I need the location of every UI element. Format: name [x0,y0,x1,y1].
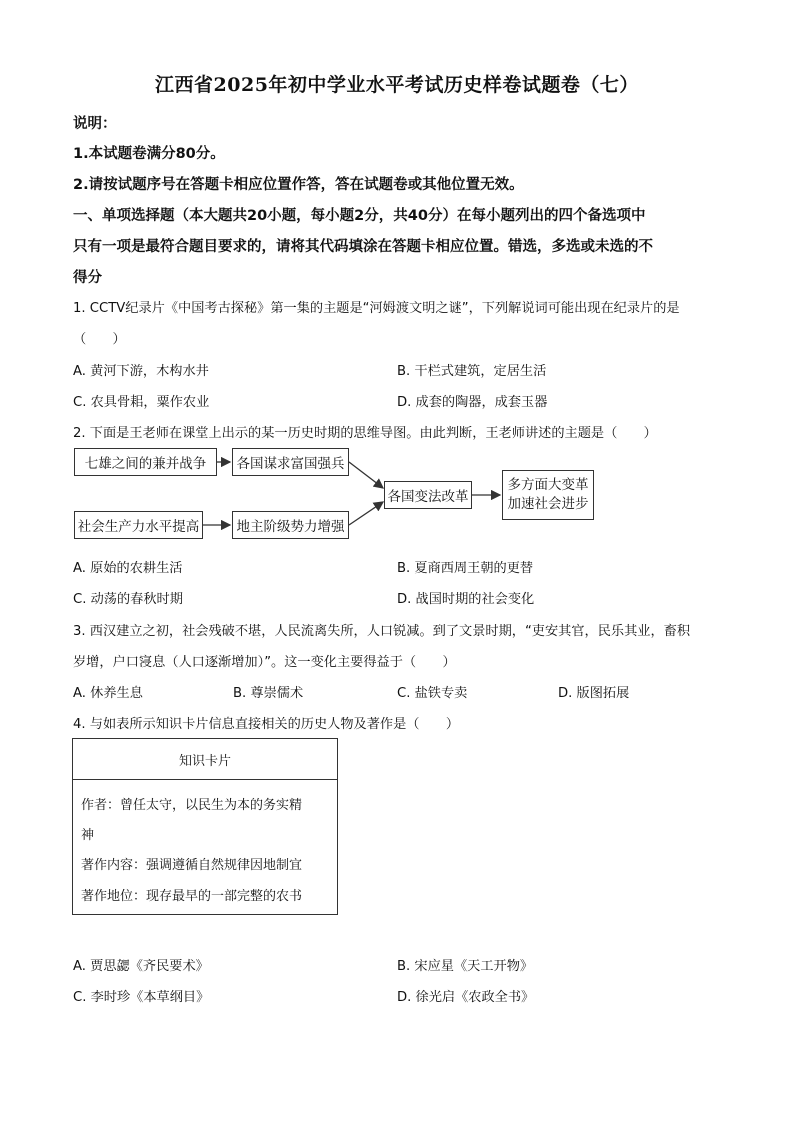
question-3-stem-cont: 岁增，户口寖息（人口逐渐增加）”。这一变化主要得益于（ ） [73,655,456,670]
diagram-box-progress-line1: 多方面大变革 [507,477,589,493]
question-1-stem-cont: （ ） [73,332,126,347]
q3-option-d[interactable]: D. 版图拓展 [558,686,630,701]
section-heading-line: 只有一项是最符合题目要求的，请将其代码填涂在答题卡相应位置。错选，多选或未选的不 [73,239,653,255]
q3-option-a[interactable]: A. 休养生息 [73,686,143,701]
diagram-box-wars: 七雄之间的兼并战争 [74,448,217,476]
q1-option-a[interactable]: A. 黄河下游，木构水井 [73,364,209,379]
diagram-box-progress-line2: 加速社会进步 [507,496,589,512]
q2-option-b[interactable]: B. 夏商西周王朝的更替 [397,561,534,576]
instructions-label: 说明： [73,116,117,132]
q2-option-c[interactable]: C. 动荡的春秋时期 [73,592,183,607]
diagram-box-reform: 各国变法改革 [384,481,472,509]
q4-option-a[interactable]: A. 贾思勰《齐民要术》 [73,959,209,974]
instruction-item: 2.请按试题序号在答题卡相应位置作答，答在试题卷或其他位置无效。 [73,177,524,193]
q4-option-d[interactable]: D. 徐光启《农政全书》 [397,990,535,1005]
question-2-stem: 2. 下面是王老师在课堂上出示的某一历史时期的思维导图。由此判断，王老师讲述的主题是（ ） [73,426,657,441]
diagram-box-progress [502,470,594,520]
diagram-box-strengthen: 各国谋求富国强兵 [232,448,349,476]
q1-option-c[interactable]: C. 农具骨耜，粟作农业 [73,395,210,410]
diagram-box-productivity: 社会生产力水平提高 [74,511,203,539]
knowledge-card [72,738,338,915]
diagram-box-landlords: 地主阶级势力增强 [232,511,349,539]
knowledge-card-line: 作者：曾任太守，以民生为本的务实精 [81,798,303,813]
question-1-stem: 1. CCTV纪录片《中国考古探秘》第一集的主题是“河姆渡文明之谜”，下列解说词可能出现在纪录片的是 [73,301,680,316]
q4-option-c[interactable]: C. 李时珍《本草纲目》 [73,990,210,1005]
page-title: 江西省2025年初中学业水平考试历史样卷试题卷（七） [155,74,639,96]
q4-option-b[interactable]: B. 宋应星《天工开物》 [397,959,534,974]
section-heading-line: 得分 [73,270,102,286]
knowledge-card-heading: 知识卡片 [73,739,337,780]
q3-option-c[interactable]: C. 盐铁专卖 [397,686,468,701]
q2-option-a[interactable]: A. 原始的农耕生活 [73,561,183,576]
knowledge-card-line: 著作地位：现存最早的一部完整的农书 [81,889,303,904]
q1-option-d[interactable]: D. 成套的陶器，成套玉器 [397,395,548,410]
knowledge-card-line: 著作内容：强调遵循自然规律因地制宜 [81,858,303,873]
question-3-stem: 3. 西汉建立之初，社会残破不堪，人民流离失所，人口锐减。到了文景时期，“吏安其官，民乐其业，畜积 [73,624,691,639]
knowledge-card-line: 神 [81,828,95,843]
q2-option-d[interactable]: D. 战国时期的社会变化 [397,592,535,607]
mind-map-arrows [0,0,794,560]
q3-option-b[interactable]: B. 尊崇儒术 [233,686,304,701]
instruction-item: 1.本试题卷满分80分。 [73,146,225,162]
section-heading-line: 一、单项选择题（本大题共20小题，每小题2分，共40分）在每小题列出的四个备选项中 [73,208,646,224]
arrow-4 [349,502,383,525]
question-4-stem: 4. 与如表所示知识卡片信息直接相关的历史人物及著作是（ ） [73,717,460,732]
arrow-3 [349,462,383,488]
q1-option-b[interactable]: B. 干栏式建筑，定居生活 [397,364,547,379]
